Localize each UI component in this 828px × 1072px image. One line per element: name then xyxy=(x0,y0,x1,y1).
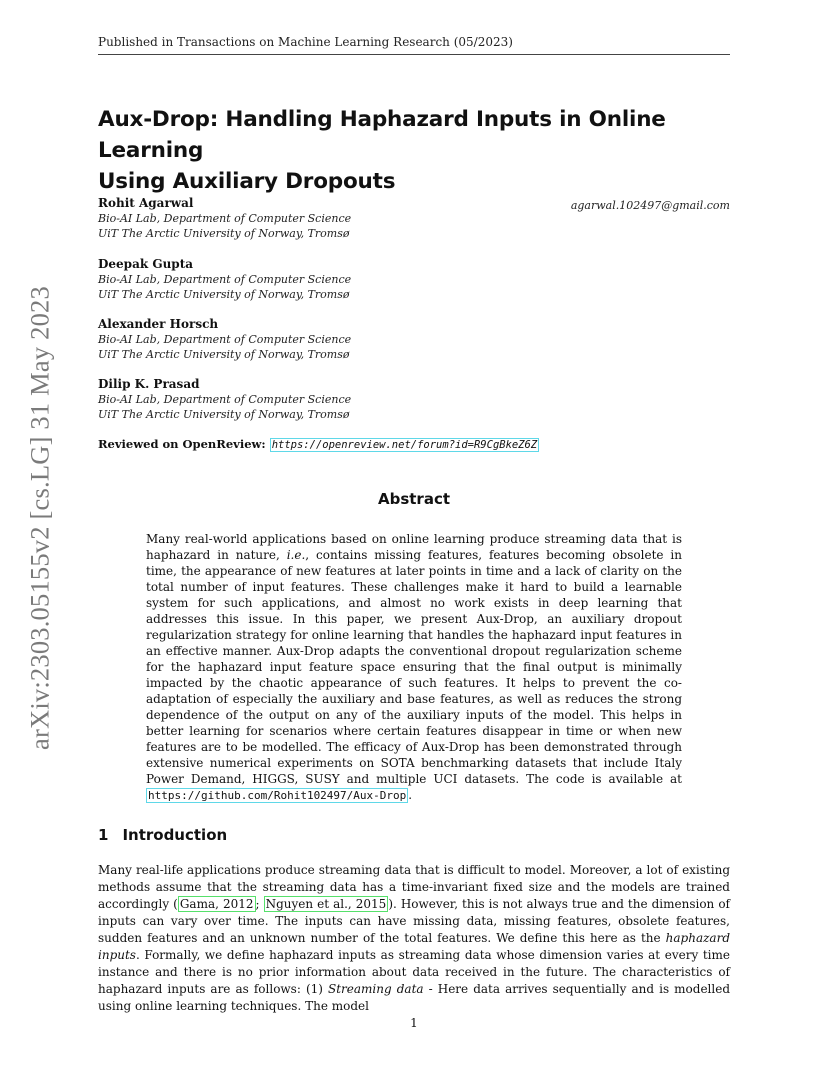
intro-paragraph xyxy=(98,862,730,1015)
citation-separator: ; xyxy=(255,897,264,911)
openreview-link[interactable]: https://openreview.net/forum?id=R9CgBkeZ6Z xyxy=(271,439,538,451)
abstract-heading: Abstract xyxy=(377,490,451,508)
arxiv-stamp: arXiv:2303.05155v2 [cs.LG] 31 May 2023 xyxy=(24,286,55,750)
emphasis-text: Streaming data xyxy=(328,982,424,996)
reviewed-label: Reviewed on OpenReview: xyxy=(98,437,266,451)
author-affiliation: UiT The Arctic University of Norway, Tromsø xyxy=(98,348,350,361)
author-affiliation: Bio-AI Lab, Department of Computer Science xyxy=(98,333,352,346)
author-affiliation: Bio-AI Lab, Department of Computer Science xyxy=(98,212,352,225)
abstract-text: Many real-world applications based on online learning produce streaming data that is haphazard in nature, xyxy=(146,532,682,562)
author-affiliation: Bio-AI Lab, Department of Computer Science xyxy=(98,393,352,406)
citation-link[interactable]: Nguyen et al., 2015 xyxy=(265,897,387,911)
section-number: 1 xyxy=(98,826,109,844)
author-affiliation: UiT The Arctic University of Norway, Tromsø xyxy=(98,408,350,421)
abstract-body xyxy=(146,531,682,804)
paper-title-line-2: Using Auxiliary Dropouts xyxy=(98,169,396,194)
author-affiliation: Bio-AI Lab, Department of Computer Science xyxy=(98,273,352,286)
author-email[interactable]: agarwal.102497@gmail.com xyxy=(570,199,730,212)
github-link[interactable]: https://github.com/Rohit102497/Aux-Drop xyxy=(148,789,407,802)
intro-text: Many real-life applications produce streaming data that is difficult to model. Moreover, a lot of existing methods assume that the streaming data has a time-invariant fixed size and the models are trained accordingly ( xyxy=(98,863,730,911)
reviewed-on-openreview xyxy=(98,437,738,451)
intro-text: - Here data arrives sequentially and is modelled using online learning techniques. The model xyxy=(98,982,731,1013)
intro-text: ). However, this is not always true and the dimension of inputs can vary over time. The inputs can have missing data, missing features, obsolete features, sudden features and an unknown number of the total features. We define this here as the xyxy=(98,897,730,945)
section-title: Introduction xyxy=(122,826,228,844)
author-name: Rohit Agarwal xyxy=(98,196,194,210)
abstract-text-end: . xyxy=(408,788,413,802)
emphasis-text: haphazard inputs xyxy=(98,931,730,962)
author-block xyxy=(98,196,498,241)
author-block xyxy=(98,317,498,362)
section-heading xyxy=(98,826,227,844)
author-name: Dilip K. Prasad xyxy=(98,377,200,391)
author-block xyxy=(98,257,498,302)
citation-link[interactable]: Gama, 2012 xyxy=(179,897,254,911)
paper-title-line-1: Aux-Drop: Handling Haphazard Inputs in Online Learning xyxy=(98,107,666,163)
paper-title xyxy=(98,104,738,197)
author-affiliation: UiT The Arctic University of Norway, Tromsø xyxy=(98,227,350,240)
author-name: Deepak Gupta xyxy=(98,257,194,271)
page-number: 1 xyxy=(410,1016,418,1030)
author-block xyxy=(98,377,498,422)
author-affiliation: UiT The Arctic University of Norway, Tromsø xyxy=(98,288,350,301)
abstract-text: , contains missing features, features becoming obsolete in time, the appearance of new features at later points in time and a lack of clarity on the total number of input features. These challenges make it hard to build a learnable system for such applications, and almost no work exists in deep learning that addresses this issue. In this paper, we present Aux-Drop, an auxiliary dropout regularization strategy for online learning that handles the haphazard input features in an effective manner. Aux-Drop adapts the conventional dropout regularization scheme for the haphazard input feature space ensuring that the final output is minimally impacted by the chaotic appearance of such features. It helps to prevent the co-adaptation of especially the auxiliary and base features, as well as reduces the strong dependence of the output on any of the auxiliary inputs of the model. This helps in better learning for scenarios where certain features disappear in time or when new features are to be modelled. The efficacy of Aux-Drop has been demonstrated through extensive numerical experiments on SOTA benchmarking datasets that include Italy Power Demand, HIGGS, SUSY and multiple UCI datasets. The code is available at xyxy=(146,548,682,786)
author-name: Alexander Horsch xyxy=(98,317,219,331)
abstract-ie: i.e. xyxy=(286,548,306,562)
running-header: Published in Transactions on Machine Learning Research (05/2023) xyxy=(98,35,730,55)
intro-text: . Formally, we define haphazard inputs as streaming data whose dimension varies at every time instance and there is no prior information about data received in the future. The characteristics of haphazard inputs are as follows: (1) xyxy=(98,948,730,996)
